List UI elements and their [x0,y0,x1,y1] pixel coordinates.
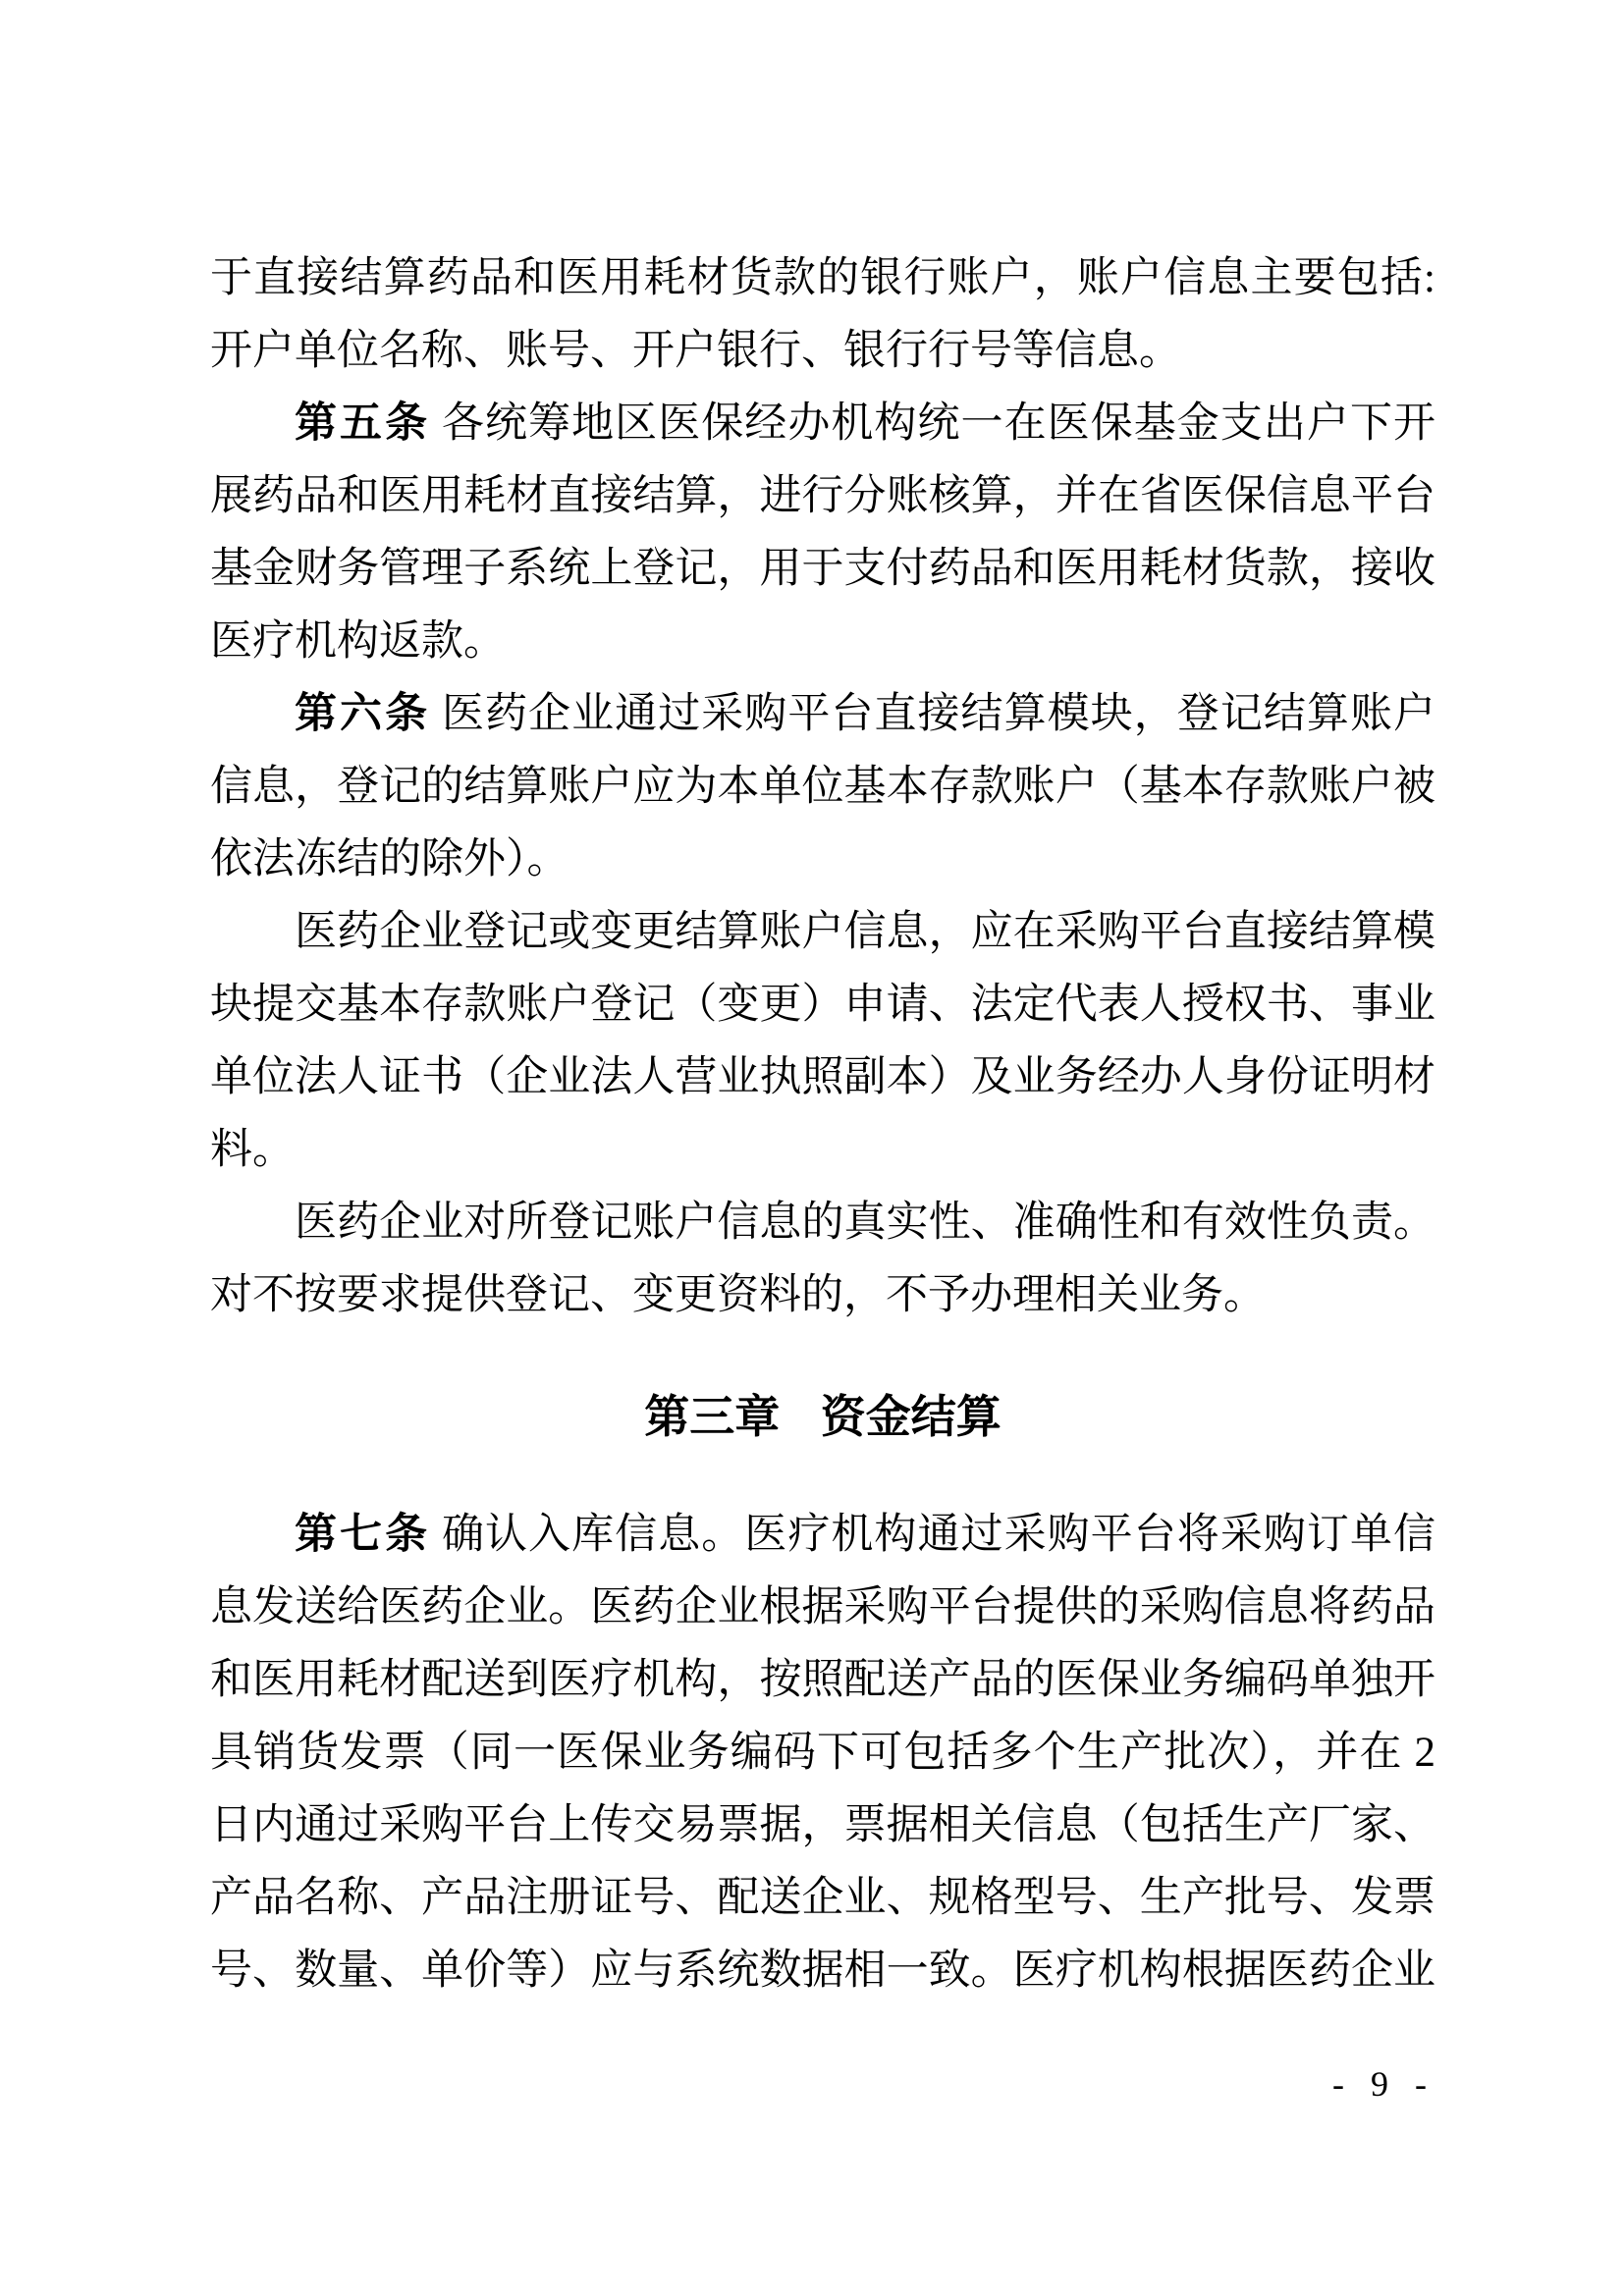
article-number: 第五条 [295,399,431,448]
text-line-content: 医药企业对所登记账户信息的真实性、准确性和有效性负责。 [295,1200,1435,1246]
text-line-content: 号、数量、单价等）应与系统数据相一致。医疗机构根据医药企业 [210,1948,1435,1994]
text-line-content: 块提交基本存款账户登记（变更）申请、法定代表人授权书、事业 [210,982,1435,1028]
chapter-number: 第三章 [644,1390,781,1443]
text-line-content: 各统筹地区医保经办机构统一在医保基金支出户下开 [430,400,1436,447]
text-line-content: 具销货发票（同一医保业务编码下可包括多个生产批次），并在 2 [210,1730,1435,1776]
text-line [210,459,1435,532]
text-line [210,1934,1435,2006]
chapter-title: 资金结算 [820,1390,1001,1443]
text-line [210,241,1435,314]
text-line [210,532,1435,605]
text-line-content: 和医用耗材配送到医疗机构，按照配送产品的医保业务编码单独开 [210,1657,1435,1703]
article-number: 第六条 [295,689,431,738]
text-line-content: 医药企业登记或变更结算账户信息，应在采购平台直接结算模 [295,909,1435,955]
text-line [210,1861,1435,1934]
page-number: - 9 - [1332,2064,1435,2104]
text-line [210,1789,1435,1861]
document-body [210,241,1435,2006]
text-line [210,1186,1435,1258]
text-line [210,1498,1435,1571]
text-line [210,968,1435,1041]
text-line-content: 息发送给医药企业。医药企业根据采购平台提供的采购信息将药品 [210,1584,1435,1630]
text-line [210,1643,1435,1716]
text-line [210,605,1435,677]
text-line [210,314,1435,387]
text-line [210,1716,1435,1789]
text-line-content: 产品名称、产品注册证号、配送企业、规格型号、生产批号、发票 [210,1875,1435,1921]
text-line-content: 日内通过采购平台上传交易票据，票据相关信息（包括生产厂家、 [210,1802,1435,1848]
text-line-content: 医疗机构返款。 [210,618,506,665]
text-line-content: 确认入库信息。医疗机构通过采购平台将采购订单信 [430,1512,1436,1558]
text-line [210,750,1435,823]
text-line [210,1113,1435,1186]
text-line-content: 展药品和医用耗材直接结算，进行分账核算，并在省医保信息平台 [210,473,1435,519]
text-line-content: 医药企业通过采购平台直接结算模块，登记结算账户 [430,691,1436,737]
text-line-content: 依法冻结的除外）。 [210,836,569,882]
text-line [210,823,1435,895]
text-line-content: 对不按要求提供登记、变更资料的，不予办理相关业务。 [210,1272,1266,1318]
text-line-content: 料。 [210,1127,295,1173]
text-line-content: 开户单位名称、账号、开户银行、银行行号等信息。 [210,328,1181,374]
chapter-heading [210,1380,1435,1453]
text-line [210,387,1435,459]
text-line-content: 基金财务管理子系统上登记，用于支付药品和医用耗材货款，接收 [210,546,1435,592]
text-line [210,1041,1435,1113]
text-line-content: 单位法人证书（企业法人营业执照副本）及业务经办人身份证明材 [210,1054,1435,1100]
text-line [210,1258,1435,1331]
text-line [210,677,1435,750]
article-number: 第七条 [295,1510,431,1559]
text-line [210,895,1435,968]
text-line-content: 信息，登记的结算账户应为本单位基本存款账户（基本存款账户被 [210,764,1435,810]
text-line-content: 于直接结算药品和医用耗材货款的银行账户，账户信息主要包括: [210,255,1435,301]
text-line [210,1571,1435,1643]
